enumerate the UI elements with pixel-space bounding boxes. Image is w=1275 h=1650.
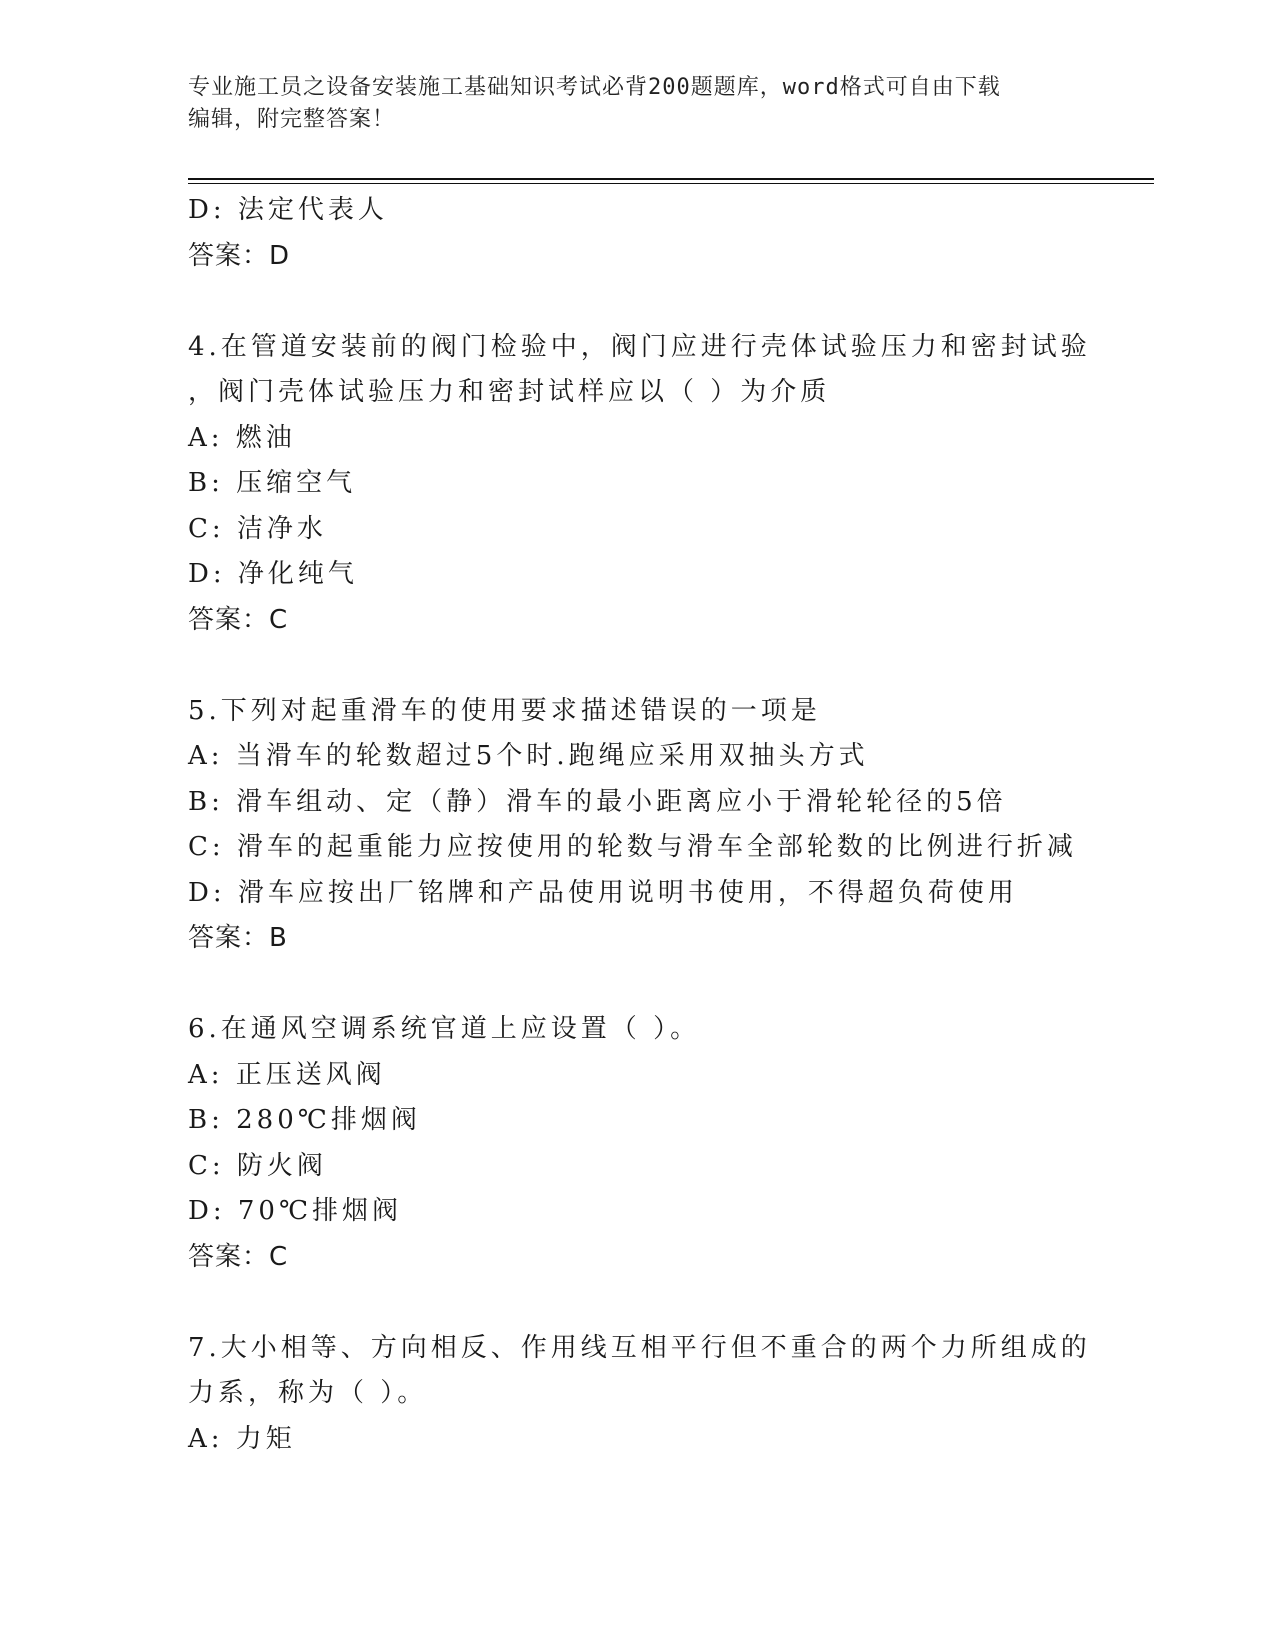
option-c: C: 洁净水 (188, 513, 327, 544)
answer-line: 答案：C (188, 604, 289, 635)
option-d: D: 70℃排烟阀 (188, 1196, 403, 1226)
spacer (188, 279, 1088, 325)
question-content (188, 188, 1091, 1462)
question-5 (188, 689, 1088, 962)
answer-line: 答案：C (188, 1241, 289, 1272)
header-divider (188, 178, 1154, 180)
option-b: B: 压缩空气 (188, 468, 357, 498)
question-4 (188, 325, 1091, 644)
page-header (188, 72, 1078, 136)
answer-line: 答案：D (188, 240, 291, 271)
question-stem: 4.在管道安装前的阀门检验中，阀门应进行壳体试验压力和密封试验 (188, 331, 1091, 362)
question-stem-continued: ，阀门壳体试验压力和密封试样应以（ ）为介质 (188, 377, 831, 407)
question-stem: 7.大小相等、方向相反、作用线互相平行但不重合的两个力所组成的 (188, 1332, 1091, 1363)
question-6 (188, 1007, 1088, 1280)
header-line-2: 编辑，附完整答案！ (188, 107, 396, 132)
question-stem: 5.下列对起重滑车的使用要求描述错误的一项是 (188, 695, 821, 726)
option-a: A: 力矩 (188, 1423, 296, 1454)
question-stem-continued: 力系，称为（ ）。 (188, 1378, 428, 1408)
option-a: A: 燃油 (188, 422, 296, 453)
option-c: C: 防火阀 (188, 1150, 327, 1181)
spacer (188, 962, 1088, 1008)
question-stem: 6.在通风空调系统官道上应设置（ ）。 (188, 1014, 701, 1044)
option-a: A: 当滑车的轮数超过5个时.跑绳应采用双抽头方式 (188, 741, 869, 771)
option-c: C: 滑车的起重能力应按使用的轮数与滑车全部轮数的比例进行折减 (188, 832, 1077, 862)
option-d: D: 法定代表人 (188, 195, 388, 225)
option-a: A: 正压送风阀 (188, 1059, 386, 1090)
question-3-tail (188, 188, 1088, 279)
option-b: B: 280℃排烟阀 (188, 1105, 421, 1135)
header-divider-thin (188, 183, 1154, 184)
option-d: D: 净化纯气 (188, 559, 358, 589)
option-b: B: 滑车组动、定（静）滑车的最小距离应小于滑轮轮径的5倍 (188, 786, 1007, 817)
spacer (188, 1280, 1088, 1326)
spacer (188, 643, 1088, 689)
answer-line: 答案：B (188, 923, 288, 953)
option-d: D: 滑车应按出厂铭牌和产品使用说明书使用，不得超负荷使用 (188, 877, 1018, 908)
header-line-1: 专业施工员之设备安装施工基础知识考试必背200题题库，word格式可自由下载 (188, 75, 1001, 100)
question-7 (188, 1326, 1091, 1463)
